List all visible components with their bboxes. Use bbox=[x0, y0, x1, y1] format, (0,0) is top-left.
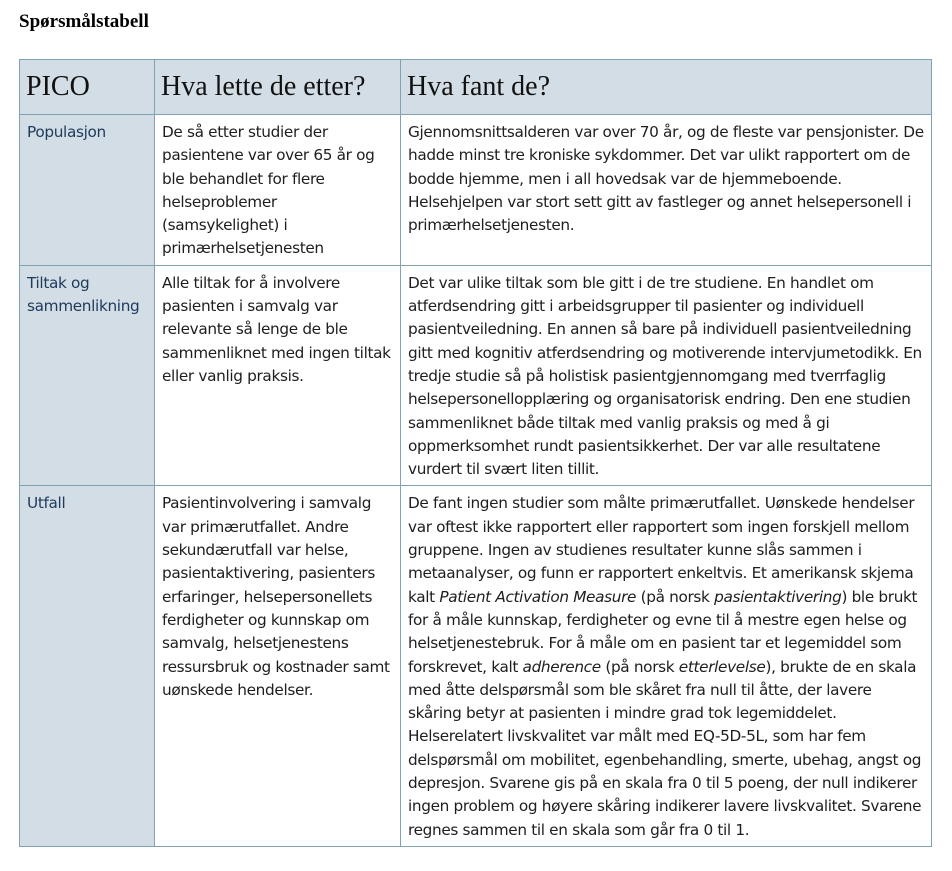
term-pasientaktivering: pasientaktivering bbox=[714, 587, 842, 606]
row-label-population: Populasjon bbox=[20, 115, 155, 266]
found-outcome-text-5: ), brukte de en skala med åtte delspørsmål som ble skåret fra null til åtte, der lavere skåring betyr at pasienten i mindre grad tok legemiddelet. Helserelatert livskvalitet var målt med EQ-5D-5L, som har fem delspørsmål om mobilitet, egenbehandling, smerte, ubehag, angst og depresjon. Svarene gis på en skala fra 0 til 5 poeng, der null indikerer ingen problem og høyere skåring indikerer lavere livskvalitet. Svarene regnes sammen til en skala som går fra 0 til 1. bbox=[408, 657, 922, 839]
header-found: Hva fant de? bbox=[401, 60, 932, 115]
header-pico: PICO bbox=[20, 60, 155, 115]
table-row-intervention bbox=[20, 265, 932, 486]
found-outcome-text-2: (på norsk bbox=[636, 587, 715, 606]
pico-table bbox=[19, 59, 932, 847]
found-outcome-text-3: ) ble brukt for å måle kunnskap, ferdigheter og evne til å mestre egen helse og helsetjenestebruk. For å måle om en pasient tar et legemiddel som forskrevet, kalt bbox=[408, 587, 918, 676]
found-outcome-text-1: De fant ingen studier som målte primærutfallet. Uønskede hendelser var oftest ikke rapportert eller rapportert som ingen forskjell mellom gruppene. Ingen av studienes resultater kunne slås sammen i metaanalyser, og funn er rapportert enkeltvis. Et amerikansk skjema kalt bbox=[408, 494, 915, 606]
table-header-row bbox=[20, 60, 932, 115]
looked-for-outcome: Pasientinvolvering i samvalg var primærutfallet. Andre sekundærutfall var helse, pasientaktivering, pasienters erfaringer, helsepersonellets ferdigheter og kunnskap om samvalg, helsetjenestens ressursbruk og kostnader samt uønskede hendelser. bbox=[155, 486, 401, 846]
table-row-outcome bbox=[20, 486, 932, 846]
term-etterlevelse: etterlevelse bbox=[678, 657, 766, 676]
found-population: Gjennomsnittsalderen var over 70 år, og de fleste var pensjonister. De hadde minst tre kroniske sykdommer. Det var ulikt rapportert om de bodde hjemme, men i all hovedsak var de hjemmeboende. Helsehjelpen var stort sett gitt av fastleger og annet helsepersonell i primærhelsetjenesten. bbox=[401, 115, 932, 266]
found-intervention: Det var ulike tiltak som ble gitt i de tre studiene. En handlet om atferdsendring gitt i arbeidsgrupper til pasienter og individuell pasientveiledning. En annen så bare på individuell pasientveiledning gitt med kognitiv atferdsendring og motiverende intervjumetodikk. En tredje studie så på holistisk pasientgjennomgang med tverrfaglig helsepersonellopplæring og organisatorisk endring. Den ene studien sammenliknet både tiltak med vanlig praksis og med å gi oppmerksomhet rundt pasientsikkerhet. Der var alle resultatene vurdert til svært liten tillit. bbox=[401, 265, 932, 486]
term-patient-activation-measure: Patient Activation Measure bbox=[439, 587, 637, 606]
header-looked-for: Hva lette de etter? bbox=[155, 60, 401, 115]
term-adherence: adherence bbox=[522, 657, 601, 676]
row-label-outcome: Utfall bbox=[20, 486, 155, 846]
looked-for-intervention: Alle tiltak for å involvere pasienten i samvalg var relevante så lenge de ble sammenliknet med ingen tiltak eller vanlig praksis. bbox=[155, 265, 401, 486]
page-title: Spørsmålstabell bbox=[19, 11, 149, 32]
table-row-population bbox=[20, 115, 932, 266]
found-outcome bbox=[401, 486, 932, 846]
row-label-intervention: Tiltak og sammenlikning bbox=[20, 265, 155, 486]
found-outcome-text-4: (på norsk bbox=[600, 657, 679, 676]
looked-for-population: De så etter studier der pasientene var over 65 år og ble behandlet for flere helseproblemer (samsykelighet) i primærhelsetjenesten bbox=[155, 115, 401, 266]
